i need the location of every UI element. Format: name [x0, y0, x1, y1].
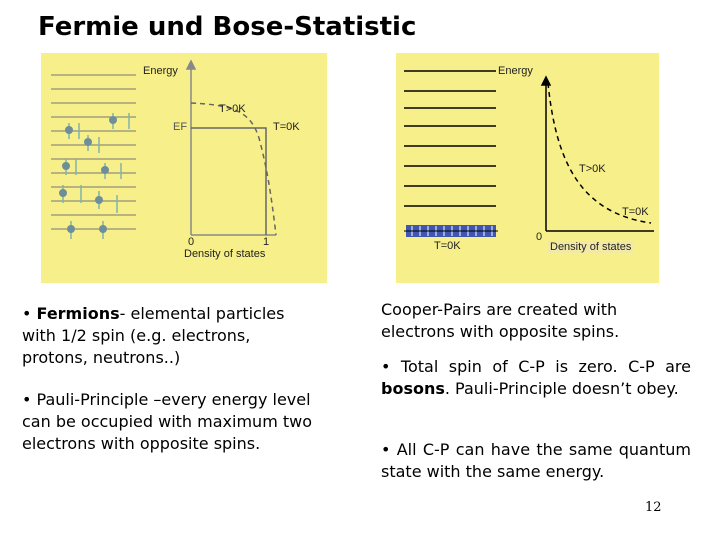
bosons-term: bosons: [381, 379, 445, 398]
fermi-electrons: [59, 113, 129, 239]
bose-tick-zero: 0: [536, 231, 543, 243]
pauli-description: Pauli-Principle –every energy level can be occupied with maximum two electrons with opposite spins.: [22, 390, 313, 453]
total-spin-text: Total spin of C-P is zero. C-P are: [400, 357, 692, 376]
bose-y-label: Energy: [498, 65, 533, 77]
fermions-description: - elemental particles with 1/2 spin (e.g. electrons, protons, neutrons..): [22, 304, 285, 367]
same-state-paragraph: • All C-P can have the same quantum state with the same energy.: [381, 440, 691, 481]
pauli-paragraph: • Pauli-Principle –every energy level can be occupied with maximum two electrons with opposite spins.: [22, 390, 313, 453]
fermi-axes: [187, 61, 276, 235]
total-spin-paragraph: • Total spin of C-P is zero. C-P are bosons. Pauli-Principle doesn’t obey.: [381, 357, 692, 398]
same-state-text: All C-P can have the same quantum state with the same energy.: [381, 440, 691, 481]
bose-curve-cold-label: T=0K: [622, 206, 649, 218]
fermi-y-label: Energy: [143, 65, 178, 77]
fermi-x-label: Density of states: [184, 248, 266, 260]
page-number: 12: [645, 500, 662, 515]
bose-ground-pairs: [404, 225, 498, 237]
bose-thermal-curve: [548, 83, 651, 223]
fermi-thermal-curve: [191, 103, 276, 235]
fermi-curve-hot-label: T>0K: [219, 103, 246, 115]
fermions-paragraph: • Fermions- elemental particles with 1/2 spin (e.g. electrons, protons, neutrons..): [22, 304, 285, 367]
cooper-pairs-paragraph: Cooper-Pairs are created with electrons with opposite spins.: [381, 300, 620, 341]
fermi-level-label: EF: [173, 121, 188, 133]
bose-ground-label: T=0K: [434, 240, 461, 252]
fermi-tick-zero: 0: [188, 236, 195, 248]
slide-title: Fermie und Bose-Statistic: [38, 12, 417, 42]
fermi-step-curve: [191, 128, 266, 235]
pauli-not-obey-text: . Pauli-Principle doesn’t obey.: [444, 379, 679, 398]
fermi-energy-levels: [51, 75, 136, 229]
bose-diagram: [396, 53, 659, 283]
bose-curve-hot-label: T>0K: [579, 163, 606, 175]
bose-x-label: Density of states: [550, 241, 632, 253]
bose-energy-levels: [404, 71, 496, 206]
fermions-term: Fermions: [36, 304, 120, 323]
fermi-curve-cold-label: T=0K: [273, 121, 300, 133]
fermi-tick-one: 1: [263, 236, 270, 248]
fermi-diagram: [41, 53, 327, 283]
